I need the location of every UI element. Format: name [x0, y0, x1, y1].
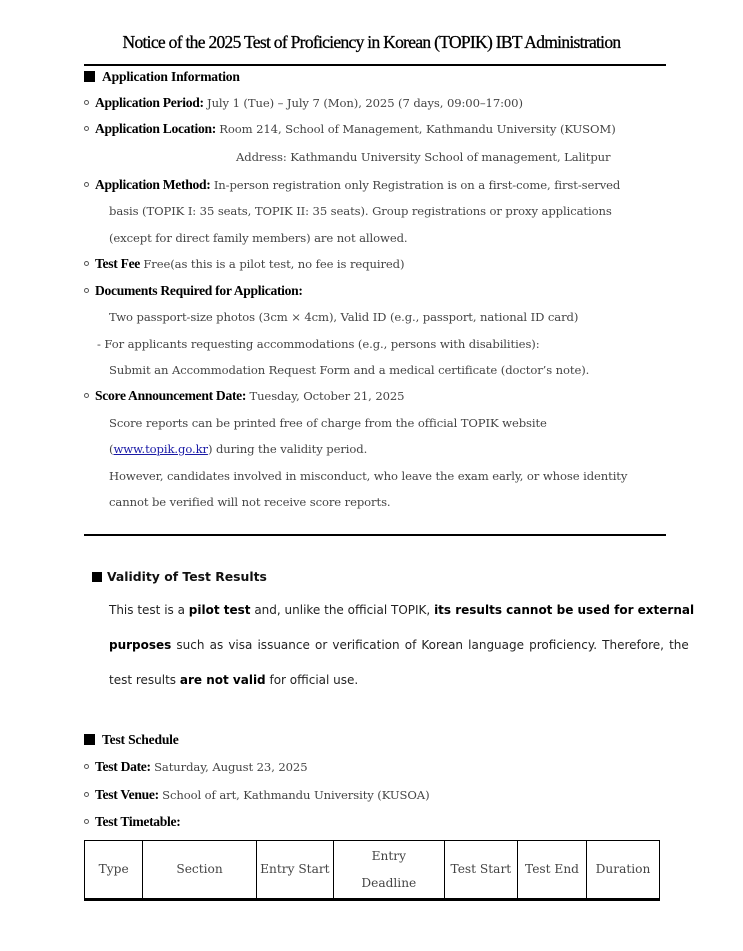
- application-address: Address: Kathmandu University School of management, Lalitpur: [236, 150, 611, 164]
- section-divider: [84, 534, 666, 536]
- circle-bullet-icon: [84, 261, 89, 266]
- text: This test is a: [109, 603, 189, 617]
- text: such as visa issuance or verification of Korean language proficiency. Therefore, the: [171, 638, 689, 652]
- topik-website-link[interactable]: www.topik.go.kr: [113, 442, 208, 456]
- heading-text: Test Schedule: [102, 732, 179, 747]
- application-method-item: [84, 177, 620, 193]
- validity-paragraph-line: [109, 638, 689, 652]
- text: and, unlike the official TOPIK,: [250, 603, 435, 617]
- application-method-line: (except for direct family members) are not allowed.: [109, 231, 408, 245]
- column-header-test-start: Test Start: [444, 841, 517, 900]
- documents-line: Submit an Accommodation Request Form and a medical certificate (doctor’s note).: [109, 363, 590, 377]
- circle-bullet-icon: [84, 393, 89, 398]
- documents-line: Two passport-size photos (3cm × 4cm), Valid ID (e.g., passport, national ID card): [109, 310, 579, 324]
- documents-label: Documents Required for Application:: [95, 283, 303, 298]
- column-header-duration: Duration: [587, 841, 660, 900]
- application-location-label: Application Location:: [95, 121, 216, 136]
- score-announcement-value: Tuesday, October 21, 2025: [249, 389, 405, 403]
- circle-bullet-icon: [84, 288, 89, 293]
- test-venue-value: School of art, Kathmandu University (KUSOA): [162, 788, 430, 802]
- column-header-entry-start: Entry Start: [256, 841, 333, 900]
- application-method-label: Application Method:: [95, 177, 211, 192]
- square-bullet-icon: [84, 71, 95, 82]
- test-fee-value: Free(as this is a pilot test, no fee is required): [143, 257, 405, 271]
- test-venue-item: [84, 787, 430, 803]
- score-line: cannot be verified will not receive score reports.: [109, 495, 391, 509]
- application-location-value: Room 214, School of Management, Kathmandu University (KUSOM): [219, 122, 616, 136]
- circle-bullet-icon: [84, 819, 89, 824]
- square-bullet-icon: [84, 734, 95, 745]
- application-period-value: July 1 (Tue) – July 7 (Mon), 2025 (7 days, 09:00–17:00): [207, 96, 523, 110]
- application-information-heading: [84, 69, 240, 85]
- circle-bullet-icon: [84, 182, 89, 187]
- score-line-with-link: [109, 442, 367, 456]
- heading-text: Application Information: [102, 69, 240, 84]
- score-announcement-label: Score Announcement Date:: [95, 388, 247, 403]
- application-period-item: [84, 95, 523, 111]
- application-location-item: [84, 121, 616, 137]
- circle-bullet-icon: [84, 792, 89, 797]
- test-fee-label: Test Fee: [95, 256, 141, 271]
- page-title: Notice of the 2025 Test of Proficiency in Korean (TOPIK) IBT Administration: [122, 32, 621, 52]
- test-fee-item: [84, 256, 404, 272]
- test-schedule-heading: [84, 732, 179, 748]
- validity-paragraph-line: [109, 673, 358, 687]
- column-header-section: Section: [143, 841, 256, 900]
- test-timetable-item: [84, 814, 181, 830]
- test-date-label: Test Date:: [95, 759, 151, 774]
- column-header-test-end: Test End: [517, 841, 586, 900]
- documents-accommodation-note: - For applicants requesting accommodations (e.g., persons with disabilities):: [97, 337, 540, 351]
- paren-open: (: [109, 442, 114, 456]
- application-method-line: basis (TOPIK I: 35 seats, TOPIK II: 35 seats). Group registrations or proxy applications: [109, 204, 612, 218]
- validity-paragraph-line: [109, 603, 694, 617]
- text: test results: [109, 673, 180, 687]
- column-header-type: Type: [85, 841, 143, 900]
- emphasis-not-valid: are not valid: [179, 673, 266, 687]
- score-announcement-item: [84, 388, 404, 404]
- validity-heading: [92, 569, 267, 584]
- test-venue-label: Test Venue:: [95, 787, 159, 802]
- circle-bullet-icon: [84, 126, 89, 131]
- emphasis-purposes: purposes: [109, 638, 172, 652]
- score-line: Score reports can be printed free of charge from the official TOPIK website: [109, 416, 547, 430]
- heading-text: Validity of Test Results: [107, 569, 267, 584]
- score-line: However, candidates involved in misconduct, who leave the exam early, or whose identity: [109, 469, 628, 483]
- column-header-entry-deadline: Entry Deadline: [333, 841, 444, 900]
- circle-bullet-icon: [84, 764, 89, 769]
- emphasis-results-cannot-be-used: its results cannot be used for external: [434, 603, 695, 617]
- application-method-line: In-person registration only Registration is on a first-come, first-served: [213, 178, 621, 192]
- test-timetable-label: Test Timetable:: [95, 814, 181, 829]
- text: for official use.: [265, 673, 359, 687]
- documents-item: [84, 283, 303, 299]
- circle-bullet-icon: [84, 100, 89, 105]
- score-line-rest: ) during the validity period.: [207, 442, 368, 456]
- square-bullet-icon: [92, 572, 102, 582]
- emphasis-pilot-test: pilot test: [188, 603, 251, 617]
- test-date-item: [84, 759, 307, 775]
- application-period-label: Application Period:: [95, 95, 204, 110]
- table-header-row: [85, 841, 660, 900]
- test-timetable-table: [84, 840, 660, 901]
- test-date-value: Saturday, August 23, 2025: [154, 760, 308, 774]
- title-divider: [84, 64, 666, 66]
